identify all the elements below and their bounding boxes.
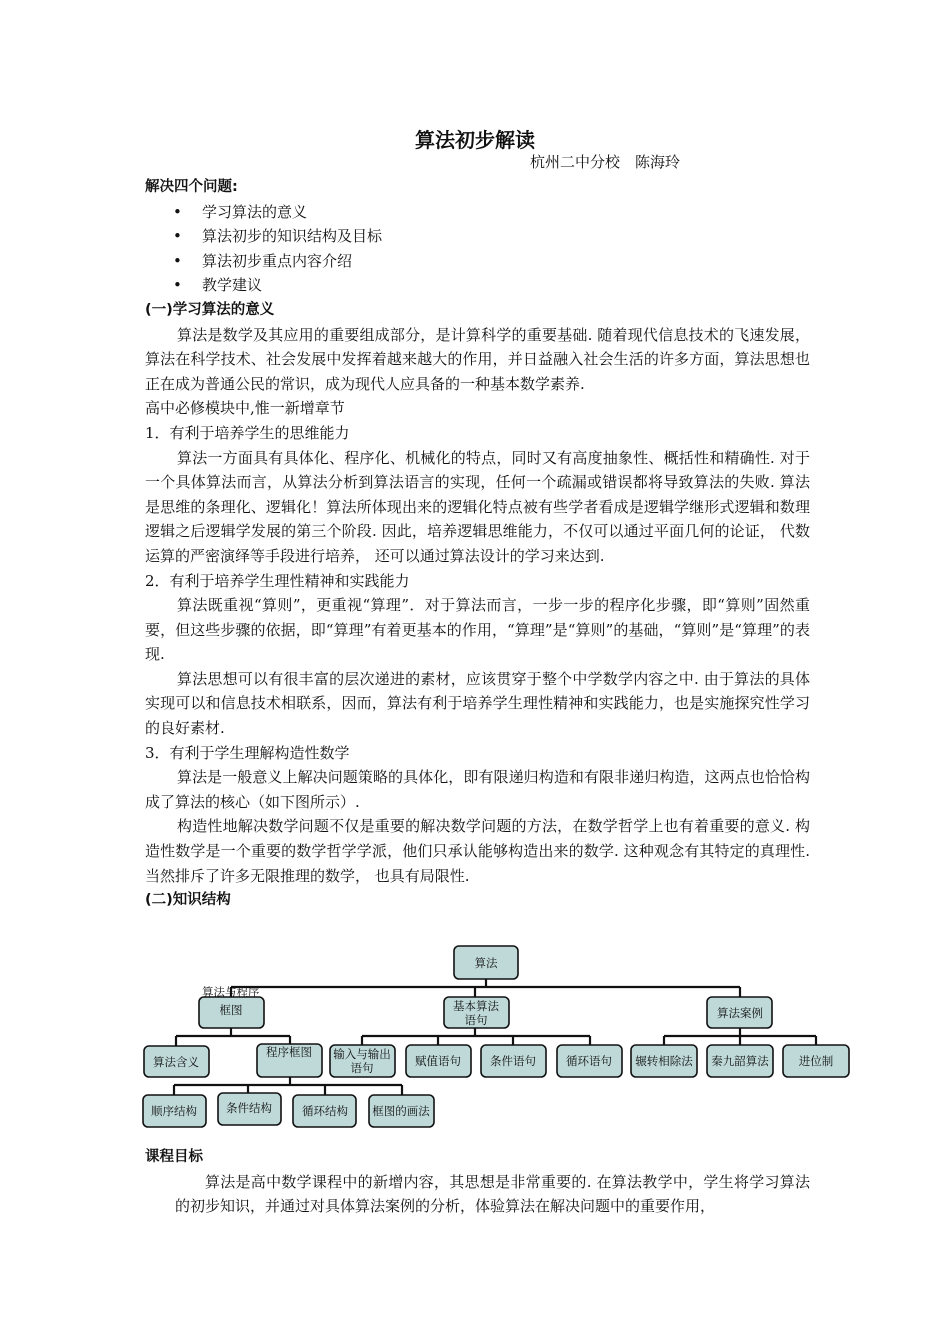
node-label: 算法	[474, 956, 498, 970]
node-label: 进位制	[798, 1054, 834, 1068]
node-label: 辗转相除法	[635, 1054, 693, 1068]
list-item	[145, 200, 810, 225]
diagram-node-root	[454, 946, 518, 979]
diagram-node-assignment-statement	[406, 1045, 471, 1077]
diagram-node-number-base	[783, 1045, 849, 1077]
list-item	[145, 224, 810, 249]
point1-title: 1．有利于培养学生的思维能力	[145, 423, 350, 442]
document-title: 算法初步解读	[415, 128, 535, 152]
diagram-node-algorithm-meaning	[144, 1046, 209, 1077]
section1-paragraph-1: 算法是数学及其应用的重要组成部分，是计算科学的重要基础. 随着现代信息技术的飞速发展，算法在科学技术、社会发展中发挥着越来越大的作用，并日益融入社会生活的许多方面，算法思想也正在成为普通公民的常识，成为现代人应具备的一种基本数学素养.	[145, 325, 810, 393]
intro-heading: 解决四个问题:	[145, 179, 238, 195]
course-goals-heading: 课程目标	[145, 1149, 203, 1165]
node-label: 秦九韶算法	[711, 1054, 769, 1068]
diagram-node-qin-jiushao	[707, 1045, 773, 1077]
node-label: 语句	[350, 1061, 374, 1075]
course-goals-block	[145, 1145, 810, 1219]
list-item	[145, 273, 810, 298]
point3-title: 3．有利于学生理解构造性数学	[145, 743, 350, 762]
point3-paragraph-2: 构造性地解决数学问题不仅是重要的解决数学问题的方法，在数学哲学上也有着重要的意义. 构造性数学是一个重要的数学哲学学派，他们只承认能够构造出来的数学. 这种观念有其特定的真理性. 当然排斥了许多无限推理的数学， 也具有局限性.	[145, 817, 810, 885]
list-item-text: 算法初步重点内容介绍	[202, 251, 353, 270]
question-list	[145, 200, 810, 298]
diagram-node-conditional-statement	[481, 1045, 546, 1077]
node-label: 顺序结构	[151, 1104, 197, 1118]
intro-block	[145, 175, 810, 913]
course-goals-paragraph: 算法是高中数学课程中的新增内容，其思想是非常重要的. 在算法教学中，学生将学习算法的初步知识，并通过对具体算法案例的分析，体验算法在解决问题中的重要作用，	[175, 1172, 810, 1216]
bullet-icon: •	[173, 202, 182, 221]
node-label: 条件语句	[490, 1054, 536, 1068]
point2-paragraph-2: 算法思想可以有很丰富的层次递进的素材，应该贯穿于整个中学数学内容之中. 由于算法的具体实现可以和信息技术相联系，因而，算法有利于培养学生理性精神和实践能力，也是实施探究性学习的良好素材.	[145, 669, 810, 738]
list-item-text: 学习算法的意义	[202, 202, 308, 221]
knowledge-structure-diagram	[140, 942, 855, 1132]
node-label: 算法与程序	[202, 985, 260, 999]
diagram-node-sequence-structure	[143, 1095, 206, 1127]
diagram-node-statements	[444, 997, 509, 1028]
node-label: 基本算法	[453, 999, 499, 1013]
node-label: 框图的画法	[372, 1104, 430, 1118]
diagram-node-program-flowchart	[257, 1044, 322, 1077]
bullet-icon: •	[173, 227, 182, 246]
node-label: 语句	[464, 1013, 488, 1027]
diagram-node-euclidean-algorithm	[631, 1045, 697, 1077]
list-item-text: 算法初步的知识结构及目标	[202, 227, 383, 246]
list-item	[145, 249, 810, 274]
point2-paragraph-1: 算法既重视“算则”，更重视“算理”．对于算法而言，一步一步的程序化步骤，即“算则”固然重要，但这些步骤的依据，即“算理”有着更基本的作用，“算理”是“算则”的基础，“算则”是“算理”的表现.	[145, 596, 810, 664]
diagram-node-conditional-structure	[218, 1093, 281, 1125]
point1-paragraph: 算法一方面具有具体化、程序化、机械化的特点，同时又有高度抽象性、概括性和精确性. 对于一个具体算法而言，从算法分析到算法语言的实现，任何一个疏漏或错误都将导致算法的失败. 算法是思维的条理化、逻辑化！算法所体现出来的逻辑化特点被有些学者看成是逻辑学继形式逻辑和数理逻辑之后逻辑学发展的第三个阶段. 因此，培养逻辑思维能力，不仅可以通过平面几何的论证， 代数运算的严密演绎等手段进行培养， 还可以通过算法设计的学习来达到.	[145, 448, 810, 565]
new-chapter-line: 高中必修模块中,惟一新增章节	[145, 399, 345, 418]
diagram-node-drawing-flowcharts	[369, 1095, 434, 1127]
node-label: 条件结构	[226, 1101, 272, 1115]
point2-title: 2．有利于培养学生理性精神和实践能力	[145, 571, 410, 590]
node-label: 算法案例	[717, 1006, 763, 1020]
node-label: 框图	[219, 1003, 243, 1017]
diagram-node-io-statement	[330, 1045, 395, 1077]
list-item-text: 教学建议	[202, 276, 263, 295]
node-label: 算法含义	[153, 1055, 199, 1069]
author-line: 杭州二中分校 陈海玲	[530, 153, 681, 171]
node-label: 循环结构	[302, 1104, 348, 1118]
point3-paragraph-1: 算法是一般意义上解决问题策略的具体化，即有限递归构造和有限非递归构造，这两点也恰恰构成了算法的核心（如下图所示）.	[145, 768, 810, 811]
section1-heading: (一)学习算法的意义	[145, 301, 275, 318]
diagram-node-cases	[707, 997, 772, 1028]
node-label: 赋值语句	[415, 1054, 461, 1068]
bullet-icon: •	[173, 251, 182, 270]
diagram-node-loop-statement	[557, 1045, 622, 1077]
bullet-icon: •	[173, 276, 182, 295]
node-label: 程序框图	[266, 1045, 312, 1059]
diagram-node-flowchart	[199, 985, 264, 1028]
node-label: 输入与输出	[333, 1047, 391, 1061]
diagram-node-loop-structure	[293, 1095, 356, 1127]
section2-heading: (二)知识结构	[145, 892, 231, 909]
node-label: 循环语句	[566, 1054, 612, 1068]
